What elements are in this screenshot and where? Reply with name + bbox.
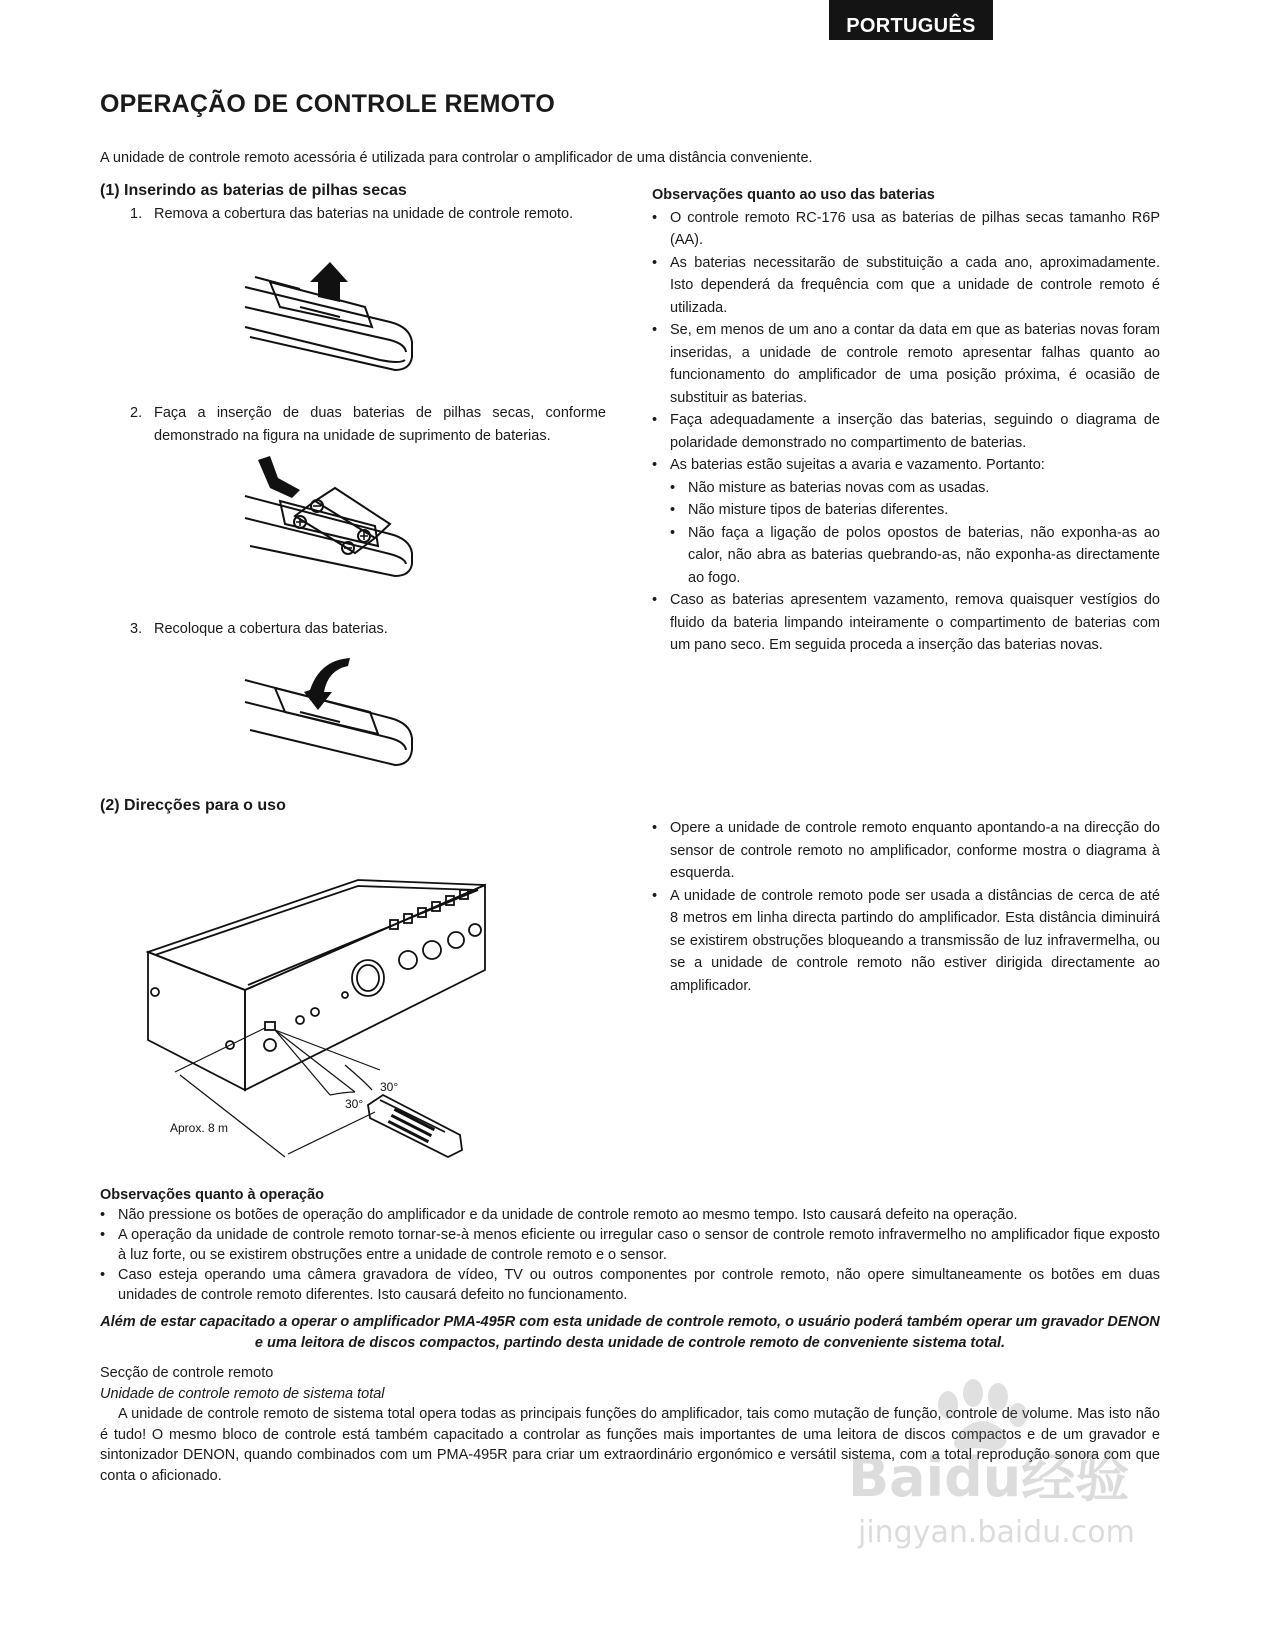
battery-notes-heading: Observações quanto ao uso das baterias [652,187,935,203]
battery-notes [652,184,1160,657]
remote-section-paragraph: A unidade de controle remoto de sistema total opera todas as principais funções do amplificador, tais como mutação de função, controle de volume. Mas isto não é tudo! O mesmo bloco de controle está também capacitado a controlar as funções mais importantes de uma leitora de discos compactos e de um gravador e sintonizador DENON, quando combinados com um PMA-495R para criar um extraordinário ergonómico e versátil sistema, com a total reprodução sonora com que conta o aficionado. [100,1406,1160,1484]
battery-note: • Caso as baterias apresentem vazamento, remova quaisquer vestígios do fluido da bateria limpando inteiramente o compartimento de baterias com um pano seco. Em seguida proceda a inserção das baterias novas. [652,589,1160,657]
watermark-logo-text: Baidu经验 [848,1446,1130,1509]
step-1 [130,203,606,226]
operation-note: • Caso esteja operando uma câmera gravadora de vídeo, TV ou outros componentes por controle remoto, não opere simultaneamente os botões em duas unidades de controle remoto diferentes. Isto causará defeito no funcionamento. [100,1265,1160,1305]
emphasis-paragraph: Além de estar capacitado a operar o amplificador PMA-495R com esta unidade de controle remoto, o usuário poderá também operar um gravador DENON e uma leitora de discos compactos, partindo desta unidade de controle remoto de conveniente sistema total. [100,1314,1160,1351]
operation-notes [100,1185,1160,1305]
operation-note: • Não pressione os botões de operação do amplificador e da unidade de controle remoto ao mesmo tempo. Isto causará defeito na operação. [100,1205,1160,1225]
operation-notes-heading: Observações quanto à operação [100,1187,325,1203]
watermark [848,1375,1148,1585]
step-2-number: 2. [130,405,143,421]
angle-top-label: 30° [380,1080,399,1094]
step-3-text: Recoloque a cobertura das baterias. [154,621,388,637]
section1-heading: (1) Inserindo as baterias de pilhas secas [100,182,407,199]
battery-note: • Faça adequadamente a inserção das baterias, seguindo o diagrama de polaridade demonstrado no compartimento de baterias. [652,409,1160,454]
usage-directions [652,817,1160,997]
angle-bottom-label: 30° [345,1097,364,1111]
distance-label: Aprox. 8 m [170,1121,229,1135]
step-2-text: Faça a inserção de duas baterias de pilhas secas, conforme demonstrado na figura na unidade de suprimento de baterias. [154,405,606,444]
battery-note: • As baterias estão sujeitas a avaria e vazamento. Portanto: [652,454,1160,477]
amplifier-range-diagram [140,860,520,1220]
step-2 [130,402,606,447]
usage-note: • A unidade de controle remoto pode ser usada a distâncias de cerca de até 8 metros em linha directa partindo do amplificador. Esta distância diminuirá se existirem obstruções bloqueando a transmissão de luz infravermelha, ou se a unidade de controle remoto não estiver dirigida directamente ao amplificador. [652,885,1160,998]
battery-note: • Se, em menos de um ano a contar da data em que as baterias novas foram inseridas, a unidade de controle remoto apresentar falhas quanto ao funcionamento do amplificador de uma posição próxima, é ocasião de substituir as baterias. [652,319,1160,409]
intro-text: A unidade de controle remoto acessória é utilizada para controlar o amplificador de uma distância conveniente. [100,150,813,166]
remote-section-title: Secção de controle remoto [100,1365,274,1381]
insert-batteries-illustration [240,456,440,586]
step-3-number: 3. [130,621,143,637]
operation-note: • A operação da unidade de controle remoto tornar-se-à menos eficiente ou irregular caso o sensor de controle remoto infravermelho no amplificador fique exposto à luz forte, ou se existirem obstruções entre a unidade de controle remoto e o sensor. [100,1225,1160,1265]
watermark-url: jingyan.baidu.com [858,1515,1135,1550]
replace-cover-illustration [240,650,440,780]
battery-note: • O controle remoto RC-176 usa as baterias de pilhas secas tamanho R6P (AA). [652,207,1160,252]
step-3 [130,618,606,641]
battery-note: • As baterias necessitarão de substituição a cada ano, aproximadamente. Isto dependerá da frequência com que a unidade de controle remoto é utilizada. [652,252,1160,320]
usage-note: • Opere a unidade de controle remoto enquanto apontando-a na direcção do sensor de controle remoto no amplificador, conforme mostra o diagrama à esquerda. [652,817,1160,885]
step-1-number: 1. [130,206,143,222]
battery-subnote: • Não misture tipos de baterias diferentes. [652,499,1160,522]
battery-subnote: • Não misture as baterias novas com as usadas. [652,477,1160,500]
section2-heading: (2) Direcções para o uso [100,797,286,814]
battery-subnote: • Não faça a ligação de polos opostos de baterias, não exponha-as ao calor, não abra as baterias quebrando-as, não exponha-as directamente ao fogo. [652,522,1160,590]
remote-section-subtitle: Unidade de controle remoto de sistema total [100,1385,385,1402]
language-tab: PORTUGUÊS [829,0,993,40]
remove-cover-illustration [240,252,440,392]
step-1-text: Remova a cobertura das baterias na unidade de controle remoto. [154,206,574,222]
page-title: OPERAÇÃO DE CONTROLE REMOTO [100,90,555,118]
